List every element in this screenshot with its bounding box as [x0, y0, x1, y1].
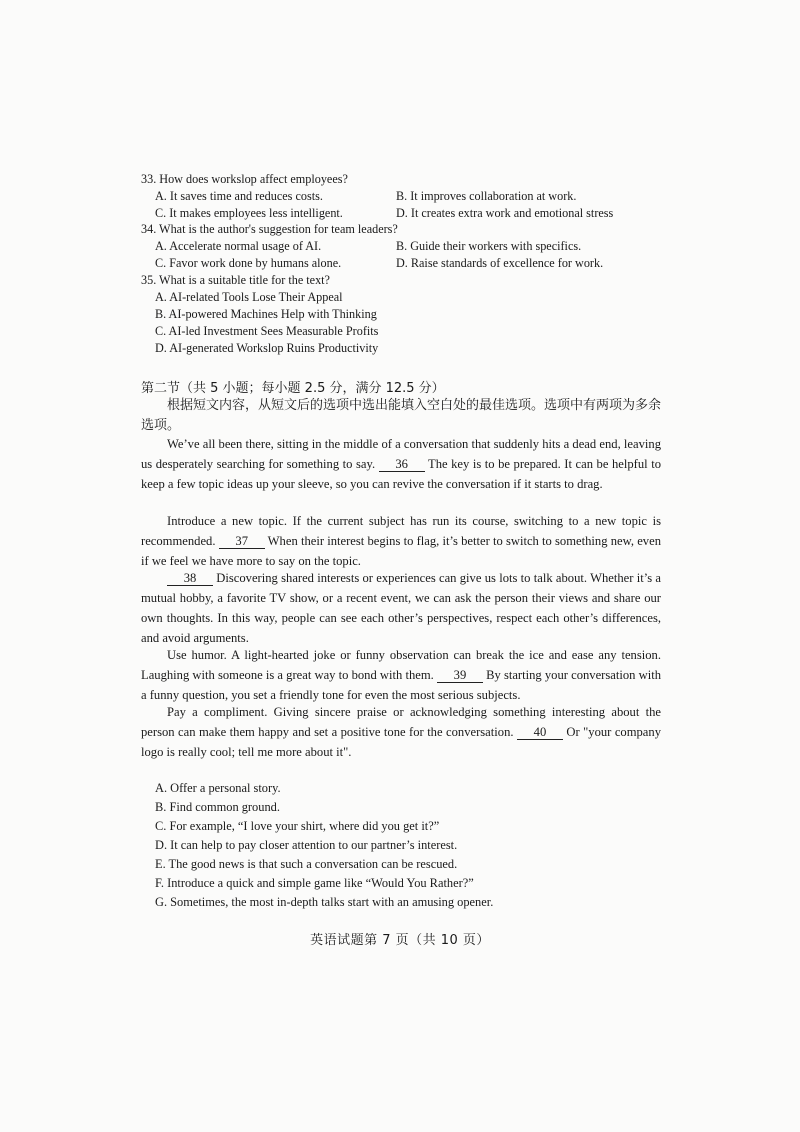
p1-text-a: We’ve all been there, sitting in the middle of a conversation that suddenly hits a dead end, leaving us desperately searching for something to say. [141, 437, 661, 471]
p1-text-b: The key is to be prepared. It can be helpful to keep a few topic ideas up your sleeve, so you can revive the conversation if it starts to drag. [141, 457, 661, 491]
q34-option-b: B. Guide their workers with specifics. [396, 239, 582, 253]
blank-37: 37 [219, 534, 265, 549]
choice-b: B. Find common ground. [155, 800, 280, 814]
q34-option-a: A. Accelerate normal usage of AI. [155, 239, 322, 253]
passage-paragraph-2 [141, 511, 661, 571]
passage-paragraph-3 [141, 568, 661, 648]
p5-text-a: Pay a compliment. Giving sincere praise or acknowledging something interesting about the person can make them happy and set a positive tone for the conversation. [141, 705, 661, 739]
blank-39: 39 [437, 668, 483, 683]
question-34-stem: 34. What is the author's suggestion for team leaders? [141, 222, 398, 236]
q33-option-d: D. It creates extra work and emotional stress [396, 206, 614, 220]
p4-text-b: By starting your conversation with a funny question, you set a friendly tone for even the most serious subjects. [141, 668, 661, 702]
question-33-stem: 33. How does workslop affect employees? [141, 172, 348, 186]
passage-paragraph-5 [141, 702, 661, 762]
q33-option-c: C. It makes employees less intelligent. [155, 206, 343, 220]
q33-option-a: A. It saves time and reduces costs. [155, 189, 323, 203]
q35-option-d: D. AI-generated Workslop Ruins Productivity [155, 341, 379, 355]
choice-c: C. For example, “I love your shirt, where did you get it?” [155, 819, 440, 833]
section-instruction: 根据短文内容，从短文后的选项中选出能填入空白处的最佳选项。选项中有两项为多余选项。 [141, 398, 662, 433]
blank-40: 40 [517, 725, 563, 740]
p4-text-a: Use humor. A light-hearted joke or funny observation can break the ice and ease any tension. Laughing with someone is a great way to bond with them. [141, 648, 661, 682]
q35-option-a: A. AI-related Tools Lose Their Appeal [155, 290, 343, 304]
passage-paragraph-1 [141, 434, 661, 494]
blank-38: 38 [167, 571, 213, 586]
q35-option-c: C. AI-led Investment Sees Measurable Profits [155, 324, 379, 338]
p3-text: Discovering shared interests or experiences can give us lots to talk about. Whether it’s a mutual hobby, a favorite TV show, or a recent event, we can ask the person their views and share our own thoughts. In this way, people can see each other’s perspectives, respect each other’s differences, and avoid arguments. [141, 571, 661, 645]
passage-paragraph-4 [141, 645, 661, 705]
p2-text-a: Introduce a new topic. If the current subject has run its course, switching to a new topic is recommended. [141, 514, 661, 548]
choice-a: A. Offer a personal story. [155, 781, 281, 795]
p5-text-b: Or "your company logo is really cool; tell me more about it". [141, 725, 661, 759]
page-footer: 英语试题第 7 页（共 10 页） [310, 933, 490, 948]
choice-g: G. Sometimes, the most in-depth talks start with an amusing opener. [155, 895, 494, 909]
choice-d: D. It can help to pay closer attention to our partner’s interest. [155, 838, 458, 852]
p2-text-b: When their interest begins to flag, it’s better to switch to something new, even if we feel we have more to say on the topic. [141, 534, 661, 568]
q34-option-c: C. Favor work done by humans alone. [155, 256, 342, 270]
section-heading: 第二节（共 5 小题；每小题 2.5 分，满分 12.5 分） [141, 381, 445, 396]
question-35-stem: 35. What is a suitable title for the text? [141, 273, 330, 287]
q35-option-b: B. AI-powered Machines Help with Thinking [155, 307, 377, 321]
choice-f: F. Introduce a quick and simple game like “Would You Rather?” [155, 876, 474, 890]
blank-36: 36 [379, 457, 425, 472]
q34-option-d: D. Raise standards of excellence for work. [396, 256, 604, 270]
q33-option-b: B. It improves collaboration at work. [396, 189, 577, 203]
choice-e: E. The good news is that such a conversation can be rescued. [155, 857, 458, 871]
